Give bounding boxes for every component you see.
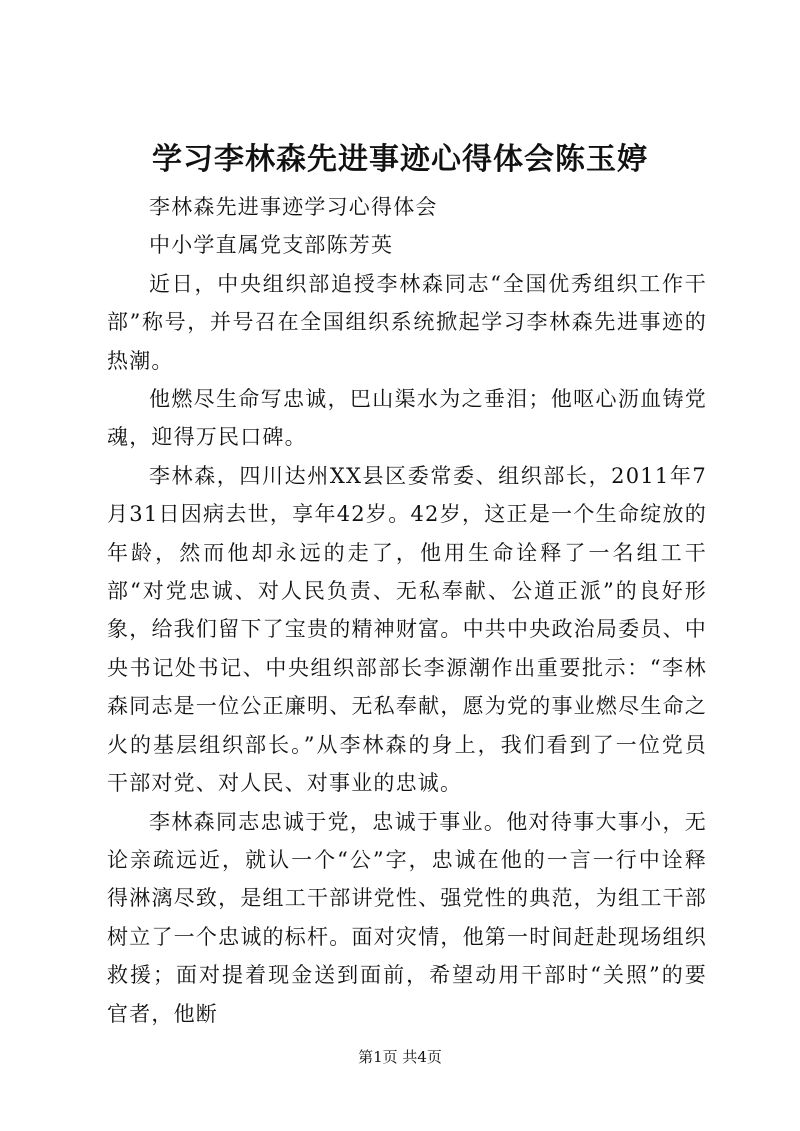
paragraph-subtitle: 李林森先进事迹学习心得体会 bbox=[149, 195, 438, 219]
paragraph-1: 近日，中央组织部追授李林森同志“全国优秀组织工作干部”称号，并号召在全国组织系统掀起学习李林森先进事迹的热潮。 bbox=[107, 271, 707, 373]
document-title: 学习李林森先进事迹心得体会陈玉婷 bbox=[152, 142, 648, 177]
paragraph-3: 李林森，四川达州XX县区委常委、组织部长，2011年7月31日因病去世，享年42岁。42岁，这正是一个生命绽放的年龄，然而他却永远的走了，他用生命诠释了一名组工干部“对党忠诚、对人民负责、无私奉献、公道正派”的良好形象，给我们留下了宝贵的精神财富。中共中央政治局委员、中央书记处书记、中央组织部部长李源潮作出重要批示：“李林森同志是一位公正廉明、无私奉献，愿为党的事业燃尽生命之火的基层组织部长。”从李林森的身上，我们看到了一位党员干部对党、对人民、对事业的忠诚。 bbox=[107, 463, 707, 796]
page-number-footer: 第1页 共4页 bbox=[358, 1048, 442, 1066]
paragraph-author: 中小学直属党支部陈芳英 bbox=[149, 233, 394, 258]
document-body bbox=[107, 188, 707, 1033]
paragraph-2: 他燃尽生命写忠诚，巴山渠水为之垂泪；他呕心沥血铸党魂，迎得万民口碑。 bbox=[107, 387, 707, 450]
paragraph-4: 李林森同志忠诚于党，忠诚于事业。他对待事大事小，无论亲疏远近，就认一个“公”字，忠诚在他的一言一行中诠释得淋漓尽致，是组工干部讲党性、强党性的典范，为组工干部树立了一个忠诚的标杆。面对灾情，他第一时间赶赴现场组织救援；面对提着现金送到面前，希望动用干部时“关照”的要官者，他断 bbox=[107, 809, 707, 1026]
